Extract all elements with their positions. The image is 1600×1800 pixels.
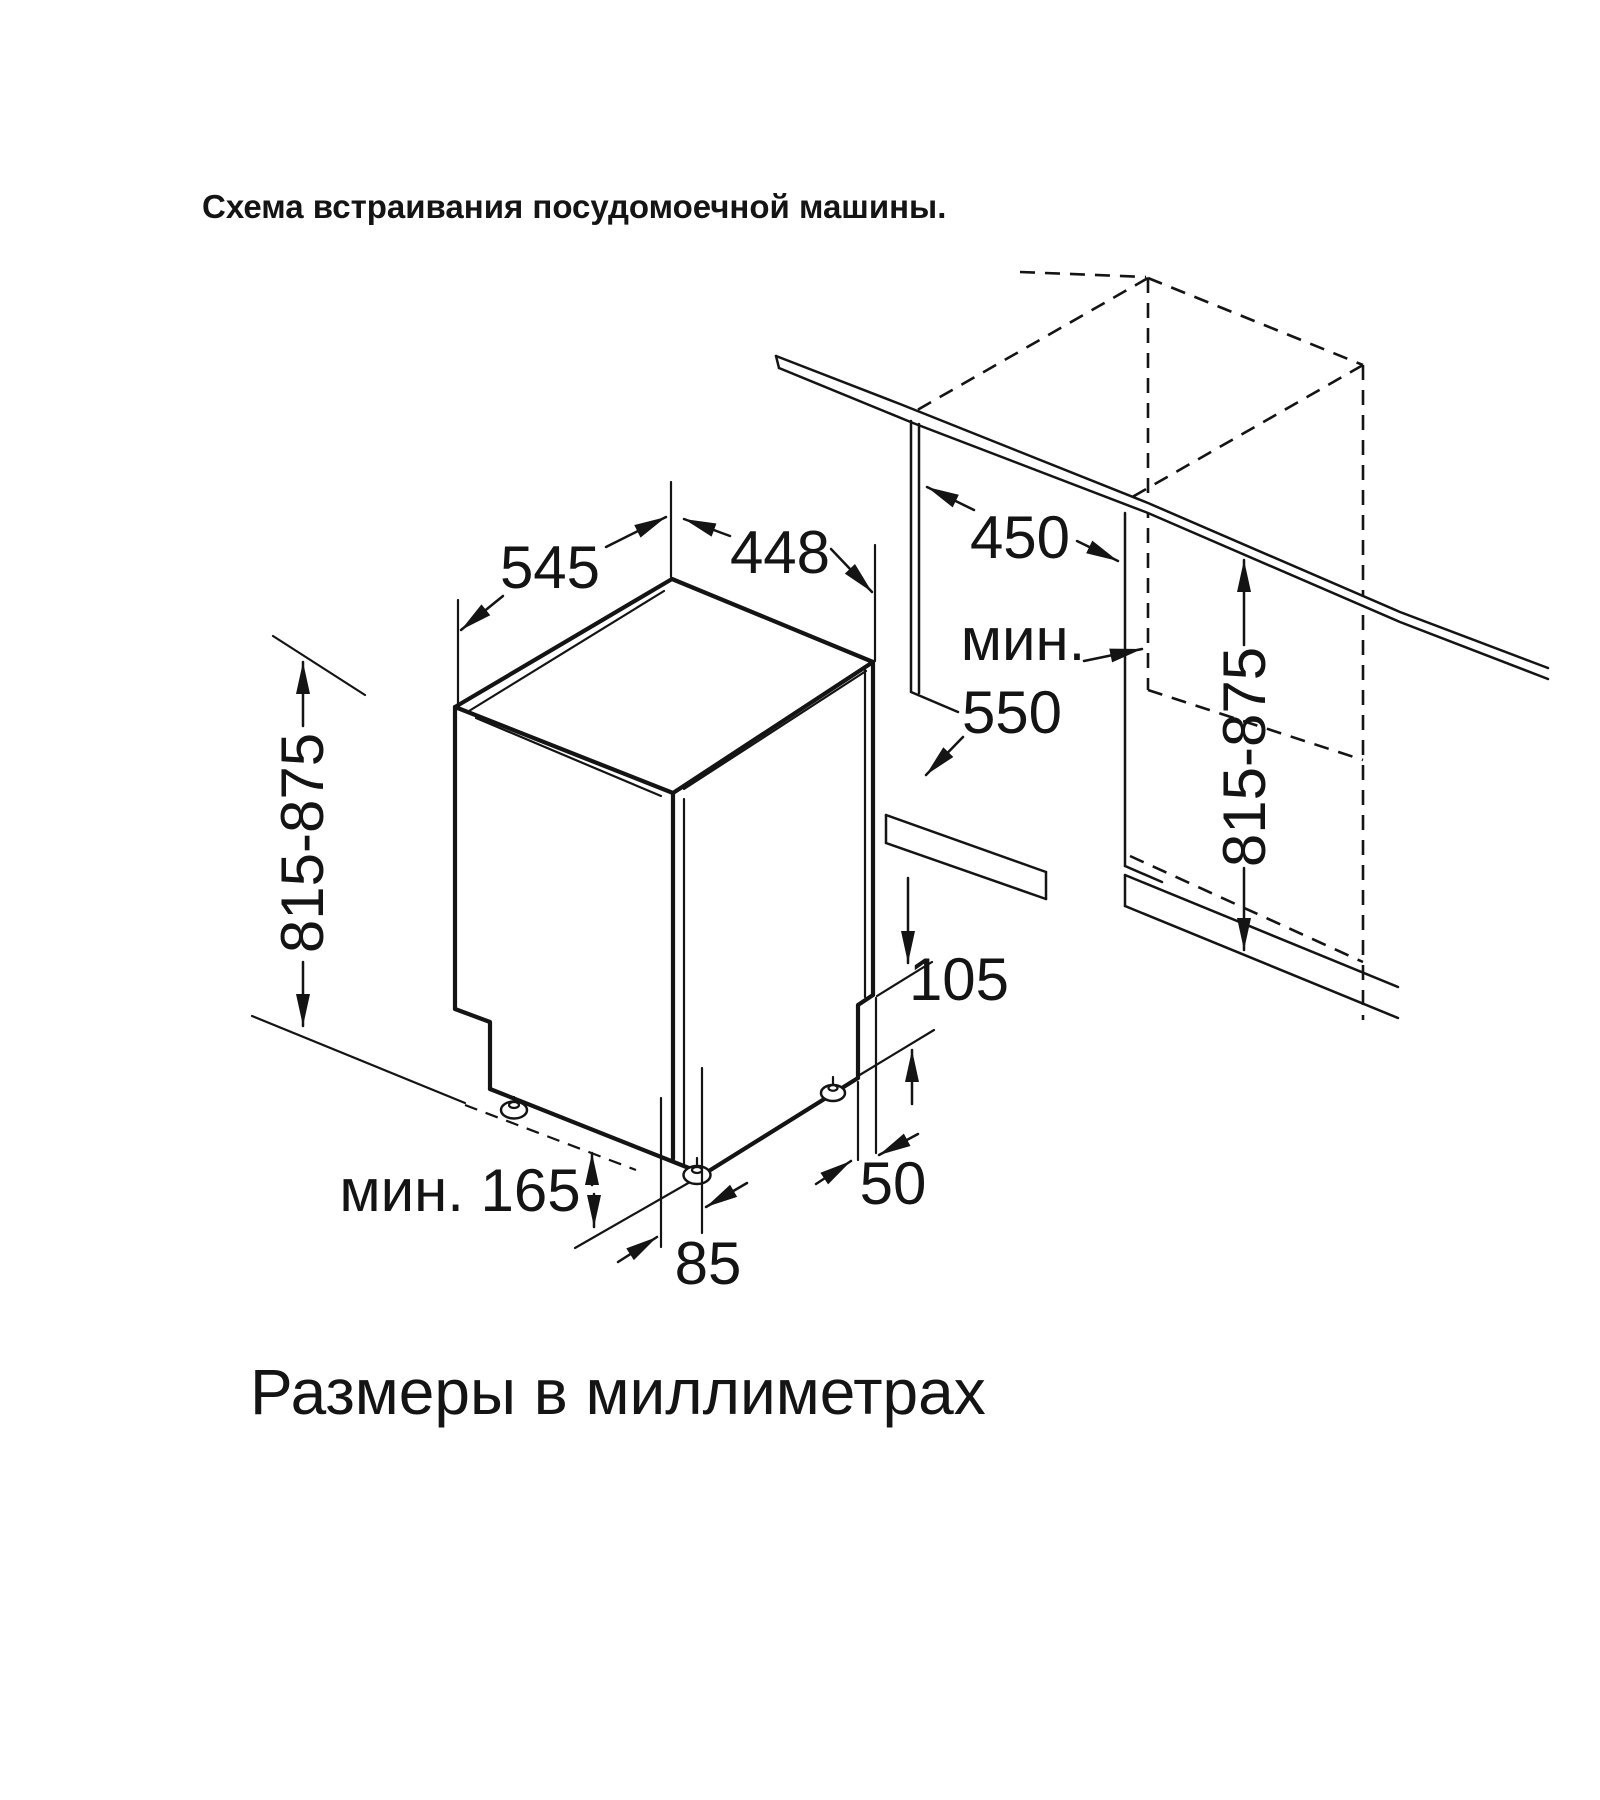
dim-niche-depth xyxy=(926,606,1142,775)
plinth-board-right xyxy=(1125,875,1398,1018)
dim-foot-offset-label: 85 xyxy=(674,1230,742,1297)
ext-105-bottom xyxy=(858,1030,934,1076)
dim-base-recess-height xyxy=(908,878,1009,1104)
foot-front xyxy=(684,1158,711,1184)
dim-height-left-label: 815-875 xyxy=(269,732,336,954)
dim-plinth-height xyxy=(339,1153,594,1227)
dim-plinth-height-label: мин. 165 xyxy=(339,1157,581,1224)
countertop xyxy=(776,356,1548,679)
dim-base-recess-depth xyxy=(816,1134,926,1217)
dim-base-recess-depth-label: 50 xyxy=(859,1150,927,1217)
dishwasher-body xyxy=(455,579,873,1184)
ext-counter-level-left xyxy=(273,636,365,695)
rear-base-recess xyxy=(858,995,873,1078)
dim-height-right xyxy=(1211,560,1278,950)
dim-base-recess-height-label: 105 xyxy=(908,946,1010,1013)
floor-line-solid xyxy=(252,1016,465,1103)
dim-niche-depth-value: 550 xyxy=(961,679,1063,746)
dim-foot-offset xyxy=(618,1183,747,1297)
dim-niche-depth-min: мин. xyxy=(960,606,1086,673)
units-caption: Размеры в миллиметрах xyxy=(250,1356,986,1428)
dishwasher-top-face xyxy=(455,579,873,793)
plinth-board-left xyxy=(886,815,1046,899)
niche-left-wall-bottom xyxy=(911,692,958,712)
dim-top-depth-label: 545 xyxy=(499,534,601,601)
dim-niche-width xyxy=(927,487,1118,571)
foot-right xyxy=(821,1077,845,1101)
dim-top-width-label: 448 xyxy=(729,519,831,586)
dim-niche-width-label: 450 xyxy=(969,504,1071,571)
diagram-title: Схема встраивания посудомоечной машины. xyxy=(202,188,947,225)
dim-top-width xyxy=(684,519,872,592)
dim-height-right-label: 815-875 xyxy=(1211,646,1278,868)
dim-height-left xyxy=(269,662,336,1026)
front-plinth-notch xyxy=(455,1009,490,1089)
